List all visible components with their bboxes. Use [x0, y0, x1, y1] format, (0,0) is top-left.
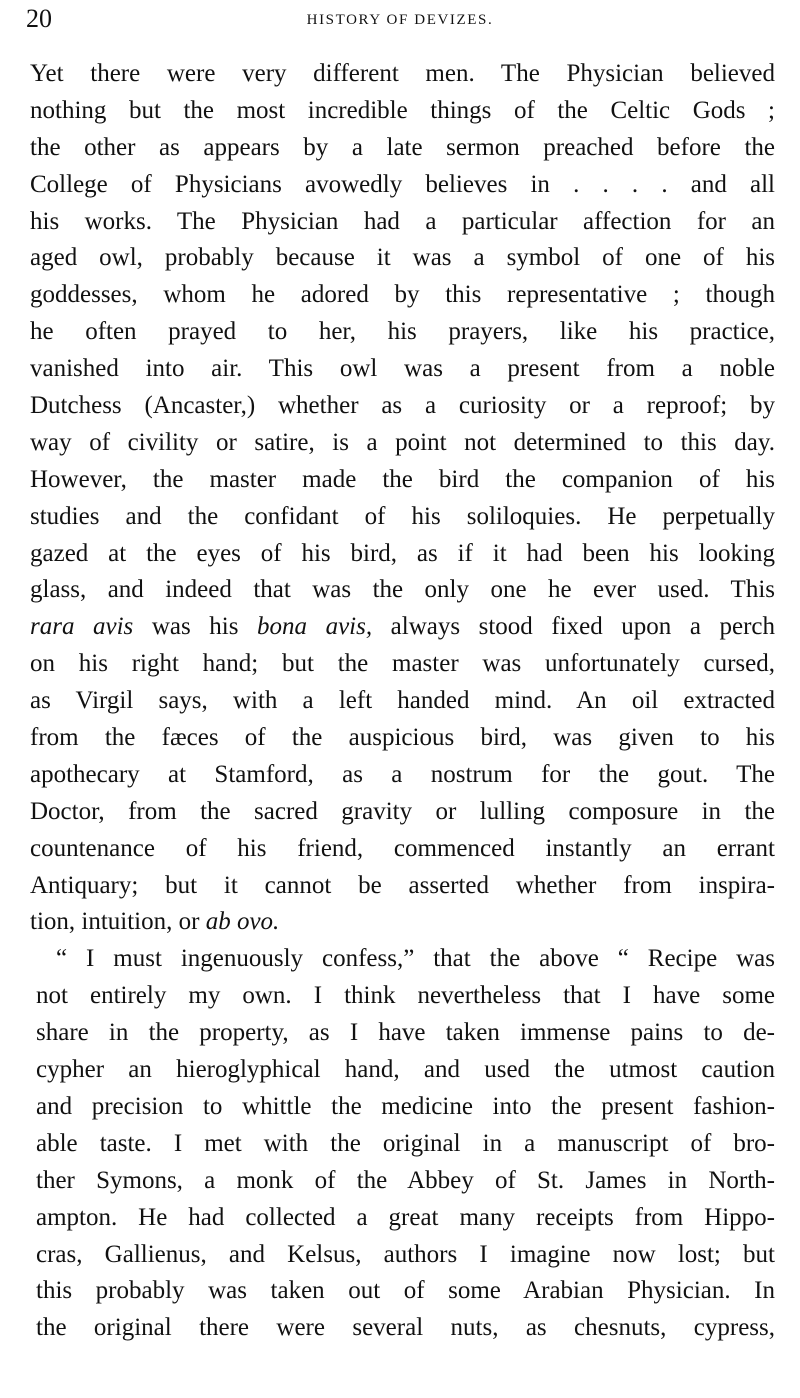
italic-phrase: ab ovo. — [205, 908, 280, 936]
text-line: on his right hand; but the master was unfortunately cursed, — [30, 650, 775, 678]
text-line: this probably was taken out of some Arabian Physician. In — [36, 1277, 775, 1305]
body-text — [30, 56, 775, 1347]
text-line: from the fæces of the auspicious bird, was given to his — [30, 724, 775, 752]
text-line: and precision to whittle the medicine into the present fashion- — [36, 1092, 775, 1120]
text-line: “ I must ingenuously confess,” that the above “ Recipe was — [56, 945, 775, 973]
text-line: goddesses, whom he adored by this representative ; though — [30, 281, 775, 309]
text-line: glass, and indeed that was the only one he ever used. This — [30, 576, 775, 604]
text-line: Dutchess (Ancaster,) whether as a curiosity or a reproof; by — [30, 392, 775, 420]
text-line: College of Physicians avowedly believes in . . . . and all — [30, 170, 775, 198]
text-line: ampton. He had collected a great many receipts from Hippo- — [36, 1203, 775, 1231]
text-line: nothing but the most incredible things of the Celtic Gods ; — [30, 96, 775, 124]
italic-phrase: rara avis — [30, 613, 134, 641]
text-line: Yet there were very different men. The Physician believed — [30, 60, 775, 87]
running-title: HISTORY OF DEVIZES. — [306, 12, 494, 28]
text-span: was his — [133, 613, 258, 641]
text-line: not entirely my own. I think nevertheless that I have some — [36, 982, 775, 1010]
text-line: Antiquary; but it cannot be asserted whether from inspira- — [30, 871, 775, 899]
page-number: 20 — [26, 4, 52, 33]
text-line: apothecary at Stamford, as a nostrum for the gout. The — [30, 760, 775, 788]
text-line: his works. The Physician had a particular affection for an — [30, 207, 775, 235]
text-line: cras, Gallienus, and Kelsus, authors I imagine now lost; but — [36, 1240, 775, 1268]
text-line: However, the master made the bird the companion of his — [30, 465, 775, 493]
text-line: countenance of his friend, commenced instantly an errant — [30, 834, 775, 862]
text-line: the other as appears by a late sermon preached before the — [30, 133, 775, 161]
text-span: always stood fixed upon a perch — [372, 613, 775, 641]
text-line: studies and the confidant of his soliloquies. He perpetually — [30, 502, 775, 530]
running-head — [24, 4, 776, 38]
text-line: as Virgil says, with a left handed mind. An oil extracted — [30, 687, 775, 715]
italic-phrase: bona avis, — [257, 613, 373, 641]
text-line-with-italics — [30, 609, 775, 646]
text-line: way of civility or satire, is a point not determined to this day. — [30, 428, 775, 456]
text-line: aged owl, probably because it was a symbol of one of his — [30, 244, 775, 272]
text-line: ther Symons, a monk of the Abbey of St. James in North- — [36, 1166, 775, 1194]
text-line: the original there were several nuts, as chesnuts, cypress, — [36, 1314, 775, 1342]
text-line: he often prayed to her, his prayers, like his practice, — [30, 318, 775, 346]
text-line: share in the property, as I have taken immense pains to de- — [36, 1019, 775, 1047]
text-line: able taste. I met with the original in a manuscript of bro- — [36, 1129, 775, 1157]
paragraph-end-line — [30, 904, 775, 941]
text-line: vanished into air. This owl was a present from a noble — [30, 355, 775, 383]
text-line: cypher an hieroglyphical hand, and used the utmost caution — [36, 1056, 775, 1084]
text-line: Doctor, from the sacred gravity or lulling composure in the — [30, 797, 775, 825]
text-span: tion, intuition, or — [30, 908, 206, 936]
text-line: gazed at the eyes of his bird, as if it had been his looking — [30, 539, 775, 567]
